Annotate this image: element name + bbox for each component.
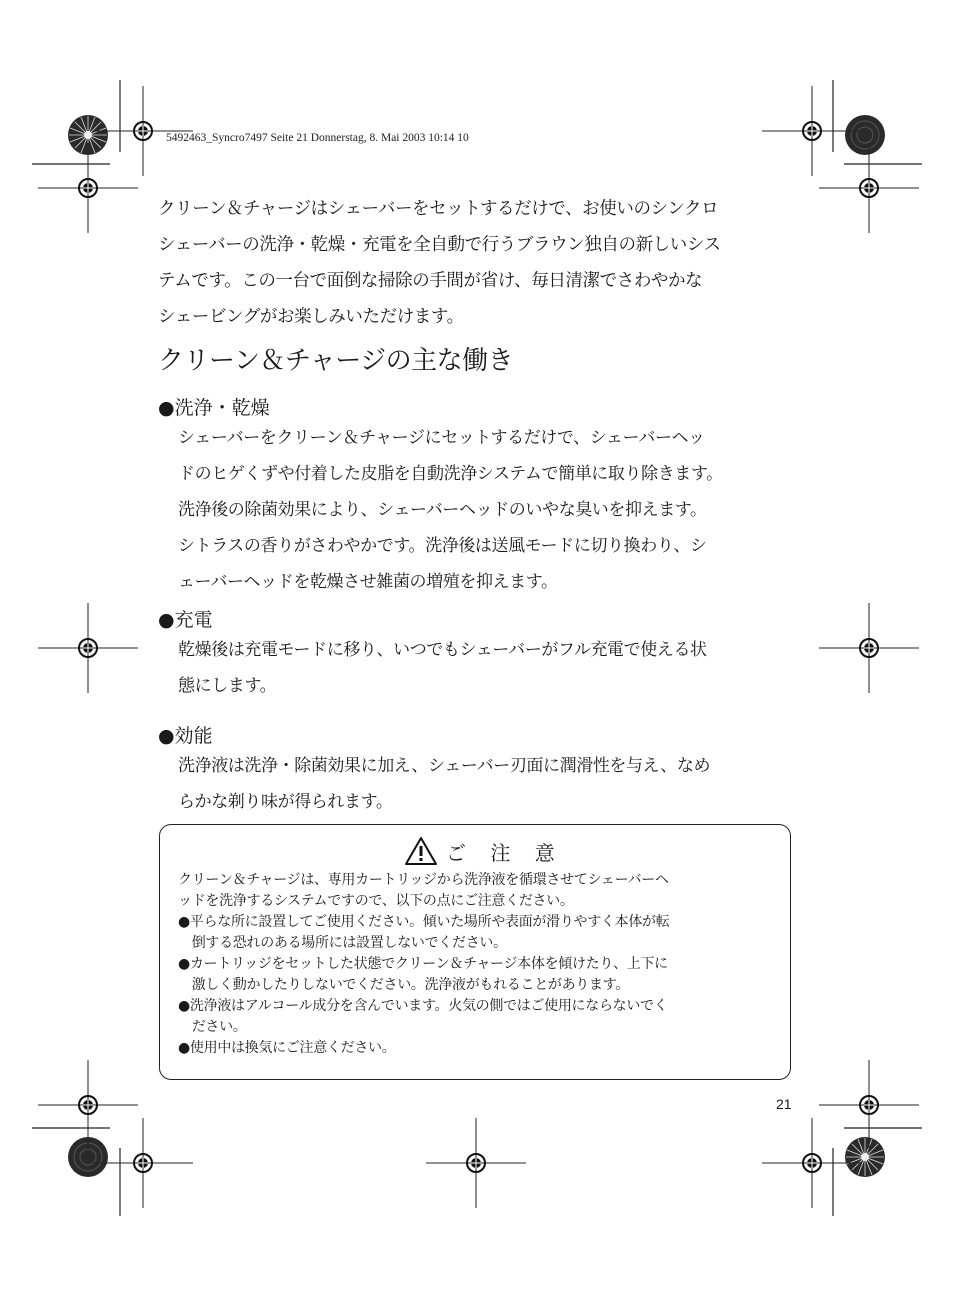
caution-line: ださい。 xyxy=(178,1019,247,1035)
main-title: クリーン＆チャージの主な働き xyxy=(158,346,514,376)
caution-line: ●平らな所に設置してご使用ください。傾いた場所や表面が滑りやすく本体が転 xyxy=(178,914,670,930)
caution-title xyxy=(404,836,564,866)
intro-line: クリーン＆チャージはシェーバーをセットするだけで、お使いのシンクロ xyxy=(158,199,719,219)
body-line: シェーバーをクリーン＆チャージにセットするだけで、シェーバーヘッ xyxy=(178,428,705,448)
caution-line: ●カートリッジをセットした状態でクリーン＆チャージ本体を傾けたり、上下に xyxy=(178,956,668,972)
intro-line: テムです。この一台で面倒な掃除の手間が省け、毎日清潔でさわやかな xyxy=(158,271,703,291)
intro-line: シェーバーの洗浄・乾燥・充電を全自動で行うブラウン独自の新しいシス xyxy=(158,235,721,255)
caution-line: ●使用中は換気にご注意ください。 xyxy=(178,1040,396,1056)
caution-line: 激しく動かしたりしないでください。洗浄液がもれることがあります。 xyxy=(178,977,629,993)
caution-line: ッドを洗浄するシステムですので、以下の点にご注意ください。 xyxy=(178,893,574,909)
body-line: らかな剃り味が得られます。 xyxy=(178,792,393,812)
section-heading-charge: ●充電 xyxy=(158,609,213,631)
body-line: ェーバーヘッドを乾燥させ雑菌の増殖を抑えます。 xyxy=(178,572,558,592)
print-slug-line: 5492463_Syncro7497 Seite 21 Donnerstag, 8. Mai 2003 10:14 10 xyxy=(166,132,469,144)
section-heading-efficacy: ●効能 xyxy=(158,725,213,747)
page-number: 21 xyxy=(776,1096,792,1112)
body-line: 乾燥後は充電モードに移り、いつでもシェーバーがフル充電で使える状 xyxy=(178,640,707,660)
caution-line: 倒する恐れのある場所には設置しないでください。 xyxy=(178,935,507,951)
caution-text xyxy=(178,870,669,1059)
section-body-charge xyxy=(178,632,707,704)
section-heading-wash-dry: ●洗浄・乾燥 xyxy=(158,397,270,419)
body-line: 洗浄後の除菌効果により、シェーバーヘッドのいやな臭いを抑えます。 xyxy=(178,500,707,520)
caution-title-text: ご 注 意 xyxy=(446,840,564,865)
caution-line: ●洗浄液はアルコール成分を含んでいます。火気の側ではご使用にならないでく xyxy=(178,998,668,1014)
section-body-wash-dry xyxy=(178,420,723,600)
intro-line: シェービングがお楽しみいただけます。 xyxy=(158,307,464,327)
section-body-efficacy xyxy=(178,748,710,820)
body-line: 態にします。 xyxy=(178,676,277,696)
warning-icon xyxy=(404,836,438,866)
intro-paragraph xyxy=(158,191,808,335)
caution-line: クリーン＆チャージは、専用カートリッジから洗浄液を循環させてシェーバーヘ xyxy=(178,872,669,888)
body-line: 洗浄液は洗浄・除菌効果に加え、シェーバー刃面に潤滑性を与え、なめ xyxy=(178,756,711,776)
body-line: ドのヒゲくずや付着した皮脂を自動洗浄システムで簡単に取り除きます。 xyxy=(178,464,723,484)
body-line: シトラスの香りがさわやかです。洗浄後は送風モードに切り換わり、シ xyxy=(178,536,707,556)
